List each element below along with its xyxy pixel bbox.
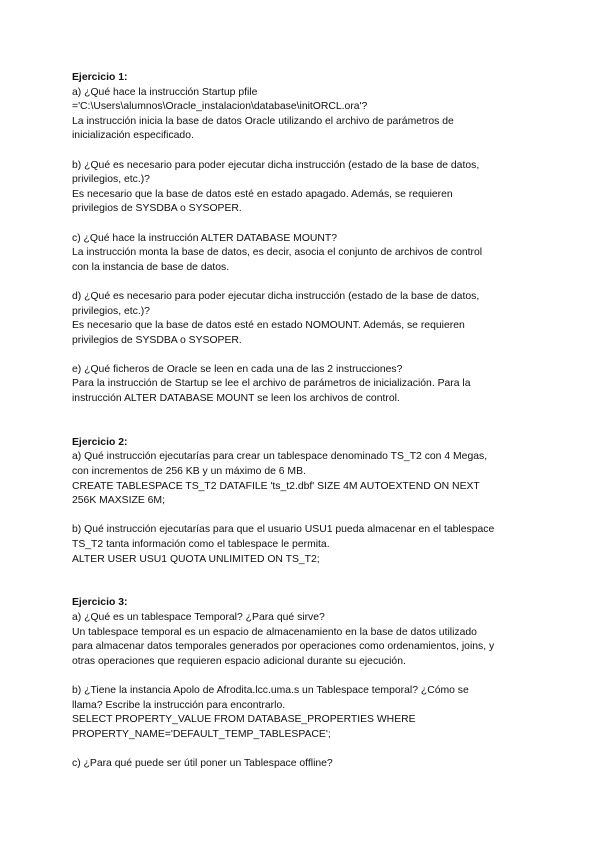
exercise-2 — [72, 436, 560, 567]
answer-2a: CREATE TABLESPACE TS_T2 DATAFILE 'ts_t2.dbf' SIZE 4M AUTOEXTEND ON NEXT — [72, 480, 480, 492]
answer-1b: Es necesario que la base de datos esté en estado apagado. Además, se requieren — [72, 188, 453, 200]
question-1d: privilegios, etc.)? — [72, 305, 150, 317]
exercise-1 — [72, 71, 560, 407]
answer-1d: Es necesario que la base de datos esté en estado NOMOUNT. Además, se requieren — [72, 320, 465, 332]
answer-1a: La instrucción inicia la base de datos Oracle utilizando el archivo de parámetros de — [72, 115, 454, 127]
question-2b: TS_T2 tanta información como el tablespace le permita. — [72, 539, 330, 550]
question-3b: llama? Escribe la instrucción para encontrarlo. — [72, 699, 286, 711]
answer-2b: ALTER USER USU1 QUOTA UNLIMITED ON TS_T2; — [72, 553, 320, 565]
answer-3b: SELECT PROPERTY_VALUE FROM DATABASE_PROPERTIES WHERE — [72, 714, 416, 726]
answer-3a: Un tablespace temporal es un espacio de almacenamiento en la base de datos utilizado — [72, 626, 477, 638]
exercise-1-heading: Ejercicio 1: — [72, 72, 128, 83]
question-1b: b) ¿Qué es necesario para poder ejecutar dicha instrucción (estado de la base de datos, — [72, 159, 480, 171]
question-1b: privilegios, etc.)? — [72, 174, 150, 186]
answer-3a: para almacenar datos temporales generados por operaciones como ordenamientos, joins, y — [72, 641, 495, 653]
answer-1c: La instrucción monta la base de datos, es decir, asocia el conjunto de archivos de control — [72, 247, 483, 259]
answer-1e: Para la instrucción de Startup se lee el archivo de parámetros de inicialización. Para la — [72, 378, 471, 390]
exercise-3-heading: Ejercicio 3: — [72, 597, 128, 609]
question-2a: con incrementos de 256 KB y un máximo de 6 MB. — [72, 466, 306, 478]
answer-1b: privilegios de SYSDBA o SYSOPER. — [72, 203, 242, 215]
answer-1d: privilegios de SYSDBA o SYSOPER. — [72, 334, 242, 346]
question-2b: b) Qué instrucción ejecutarías para que el usuario USU1 pueda almacenar en el tablespace — [72, 524, 495, 536]
question-1c: c) ¿Qué hace la instrucción ALTER DATABASE MOUNT? — [72, 232, 338, 244]
question-3c: c) ¿Para qué puede ser útil poner un Tablespace offline? — [72, 757, 333, 769]
answer-3a: otras operaciones que requieren espacio adicional durante su ejecución. — [72, 655, 406, 667]
exercise-3 — [72, 596, 560, 771]
answer-1a: inicialización especificado. — [72, 130, 194, 142]
question-1d: d) ¿Qué es necesario para poder ejecutar dicha instrucción (estado de la base de datos, — [72, 290, 480, 302]
question-3a: a) ¿Qué es un tablespace Temporal? ¿Para qué sirve? — [72, 611, 325, 623]
answer-1c: con la instancia de base de datos. — [72, 261, 230, 273]
question-1a: a) ¿Qué hace la instrucción Startup pfile — [72, 86, 258, 98]
answer-3b: PROPERTY_NAME='DEFAULT_TEMP_TABLESPACE'; — [72, 728, 331, 740]
question-2a: a) Qué instrucción ejecutarías para crear un tablespace denominado TS_T2 con 4 Megas, — [72, 451, 488, 463]
answer-1e: instrucción ALTER DATABASE MOUNT se leen los archivos de control. — [72, 393, 400, 405]
exercise-2-heading: Ejercicio 2: — [72, 436, 128, 448]
question-3b: b) ¿Tiene la instancia Apolo de Afrodita.lcc.uma.s un Tablespace temporal? ¿Cómo se — [72, 684, 469, 696]
question-1e: e) ¿Qué ficheros de Oracle se leen en cada una de las 2 instrucciones? — [72, 363, 403, 375]
question-1a: ='C:\Users\alumnos\Oracle_instalacion\database\initORCL.ora'? — [72, 101, 368, 113]
answer-2a: 256K MAXSIZE 6M; — [72, 495, 165, 507]
